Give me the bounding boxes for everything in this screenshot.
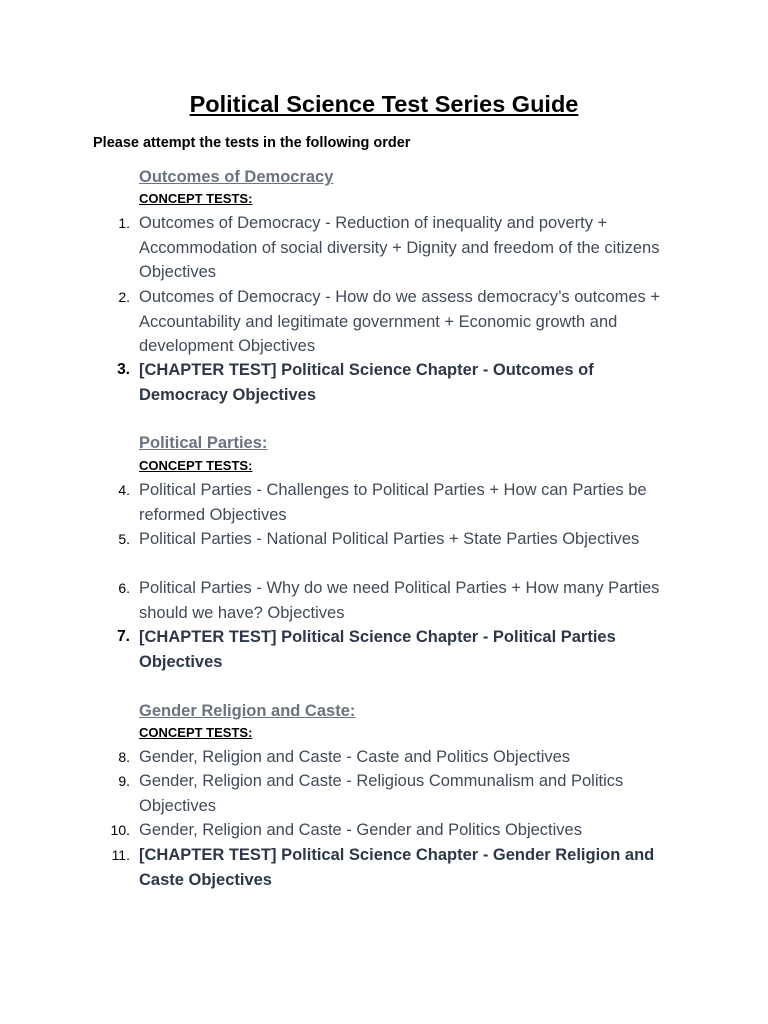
item-number: 7. [117, 628, 130, 645]
item-number: 2. [118, 289, 130, 305]
chapter-test-link[interactable]: [CHAPTER TEST] Political Science Chapter - Outcomes of Democracy Objectives [139, 361, 594, 404]
item-number: 11. [111, 847, 130, 863]
item-number: 10. [110, 822, 130, 838]
test-link[interactable]: Gender, Religion and Caste - Gender and Politics Objectives [139, 821, 582, 839]
test-link[interactable]: Gender, Religion and Caste - Religious Communalism and Politics Objectives [139, 772, 624, 815]
item-number: 4. [118, 482, 130, 498]
item-number: 9. [118, 773, 130, 789]
test-link[interactable]: Political Parties - National Political Parties + State Parties Objectives [139, 530, 640, 548]
test-link[interactable]: Political Parties - Why do we need Political Parties + How many Parties should we have? Objectives [139, 579, 660, 622]
test-link[interactable]: Outcomes of Democracy - Reduction of inequality and poverty + Accommodation of social diversity + Dignity and freedom of the citizens Objectives [139, 214, 660, 281]
section-heading: Gender Religion and Caste: [139, 702, 356, 720]
section-heading: Outcomes of Democracy [139, 168, 334, 186]
concept-tests-label: CONCEPT TESTS: [139, 458, 253, 473]
item-number: 5. [118, 531, 130, 547]
page-title: Political Science Test Series Guide [189, 91, 579, 117]
item-number: 8. [118, 749, 130, 765]
chapter-test-link[interactable]: [CHAPTER TEST] Political Science Chapter - Gender Religion and Caste Objectives [139, 846, 655, 889]
concept-tests-label: CONCEPT TESTS: [139, 191, 253, 206]
chapter-test-link[interactable]: [CHAPTER TEST] Political Science Chapter - Political Parties Objectives [139, 628, 616, 671]
instruction-text: Please attempt the tests in the following order [93, 135, 411, 151]
concept-tests-label: CONCEPT TESTS: [139, 725, 253, 740]
item-number: 1. [118, 215, 130, 231]
test-link[interactable]: Political Parties - Challenges to Political Parties + How can Parties be reformed Objectives [139, 481, 647, 524]
test-link[interactable]: Gender, Religion and Caste - Caste and Politics Objectives [139, 748, 571, 766]
item-number: 3. [117, 361, 130, 378]
item-number: 6. [118, 580, 130, 596]
section-heading: Political Parties: [139, 434, 268, 452]
test-link[interactable]: Outcomes of Democracy - How do we assess democracy’s outcomes + Accountability and legitimate government + Economic growth and development Objectives [139, 288, 661, 355]
